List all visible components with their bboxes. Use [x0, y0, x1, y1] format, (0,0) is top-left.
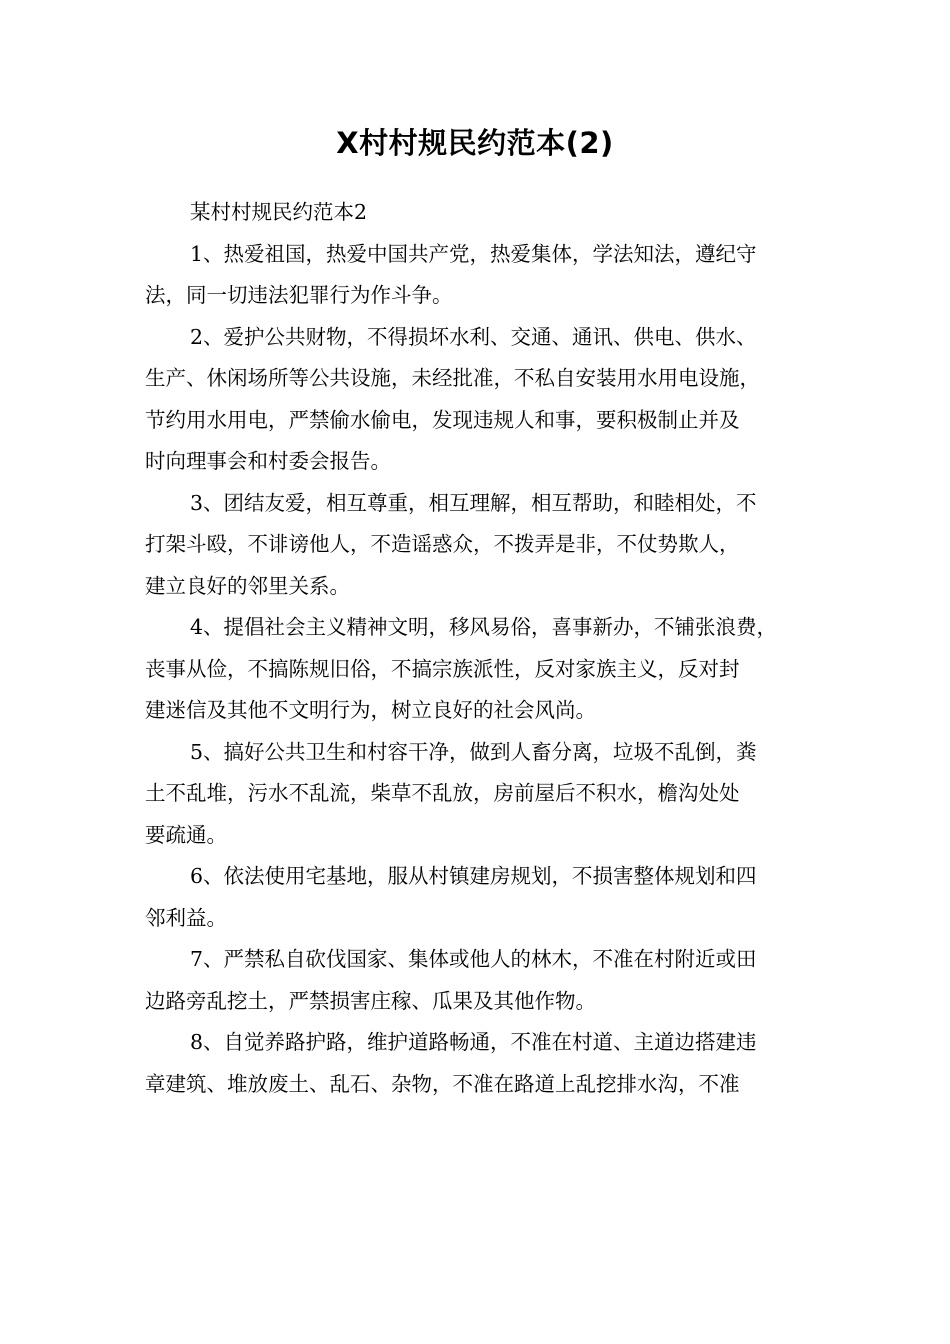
rule-paragraph-1 — [145, 234, 815, 317]
rule-paragraph-7 — [145, 939, 815, 1022]
rule-line: 6、依法使用宅基地，服从村镇建房规划，不损害整体规划和四 — [190, 864, 757, 888]
rule-paragraph-3 — [145, 483, 815, 608]
rule-line: 法，同一切违法犯罪行为作斗争。 — [145, 283, 453, 307]
rule-line: 章建筑、堆放废土、乱石、杂物，不准在路道上乱挖排水沟，不准 — [145, 1071, 740, 1096]
rule-line: 土不乱堆，污水不乱流，柴草不乱放，房前屋后不积水，檐沟处处 — [145, 781, 740, 805]
rule-paragraph-4 — [145, 607, 815, 732]
rule-line: 建迷信及其他不文明行为，树立良好的社会风尚。 — [145, 698, 596, 722]
rule-line: 打架斗殴，不诽谤他人，不造谣惑众，不拨弄是非，不仗势欺人， — [145, 532, 740, 556]
rule-line: 4、提倡社会主义精神文明，移风易俗，喜事新办，不铺张浪费， — [190, 615, 778, 639]
document-title: X村村规民约范本(2) — [336, 126, 614, 160]
rule-paragraph-8 — [145, 1022, 815, 1105]
document-body — [145, 192, 815, 1105]
rule-line: 2、爱护公共财物，不得损坏水利、交通、通讯、供电、供水、 — [190, 324, 757, 349]
rule-paragraph-5 — [145, 732, 815, 857]
subtitle-text: 某村村规民约范本2 — [190, 200, 368, 224]
rule-line: 1、热爱祖国，热爱中国共产党，热爱集体，学法知法，遵纪守 — [190, 241, 757, 266]
rule-line: 丧事从俭，不搞陈规旧俗，不搞宗族派性，反对家族主义，反对封 — [145, 656, 740, 681]
rule-paragraph-6 — [145, 856, 815, 939]
rule-line: 时向理事会和村委会报告。 — [145, 449, 391, 473]
rule-line: 边路旁乱挖土，严禁损害庄稼、瓜果及其他作物。 — [145, 988, 596, 1013]
rule-line: 生产、休闲场所等公共设施，未经批准，不私自安装用水用电设施， — [145, 366, 760, 390]
rule-line: 7、严禁私自砍伐国家、集体或他人的林木，不准在村附近或田 — [190, 947, 757, 971]
rule-line: 要疏通。 — [145, 822, 227, 847]
rule-line: 5、搞好公共卫生和村容干净，做到人畜分离，垃圾不乱倒，粪 — [190, 739, 757, 764]
rule-paragraph-2 — [145, 317, 815, 483]
rule-line: 邻利益。 — [145, 905, 227, 930]
rule-line: 建立良好的邻里关系。 — [145, 573, 350, 598]
rule-line: 8、自觉养路护路，维护道路畅通，不准在村道、主道边搭建违 — [190, 1030, 757, 1054]
rule-line: 节约用水用电，严禁偷水偷电，发现违规人和事，要积极制止并及 — [145, 407, 740, 432]
rule-line: 3、团结友爱，相互尊重，相互理解，相互帮助，和睦相处，不 — [190, 490, 757, 515]
subtitle-paragraph — [145, 192, 815, 234]
